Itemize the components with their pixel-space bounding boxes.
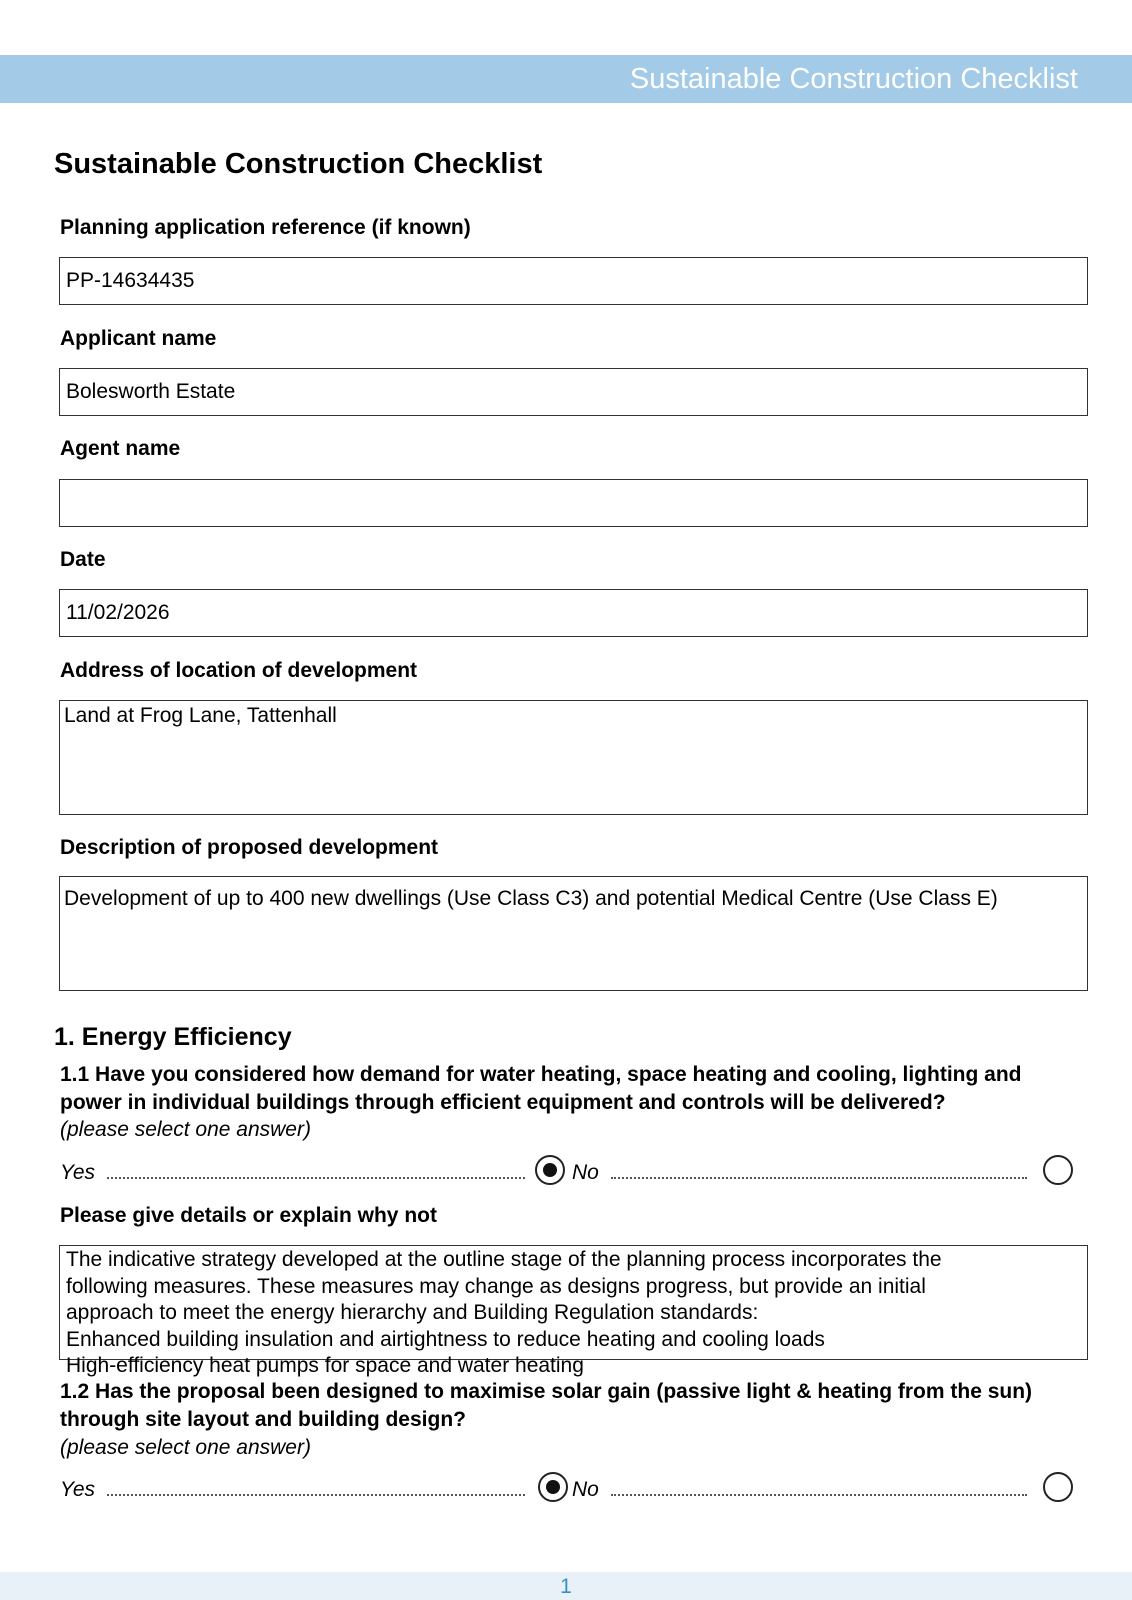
address-field[interactable]: Land at Frog Lane, Tattenhall (59, 700, 1088, 815)
q1-2-yes-radio[interactable] (538, 1472, 568, 1502)
q1-1-no-radio[interactable] (1043, 1155, 1073, 1185)
question-1-1-hint: (please select one answer) (60, 1118, 311, 1141)
details-line: The indicative strategy developed at the outline stage of the planning process incorporates the (66, 1248, 942, 1271)
q1-1-yes-label: Yes (60, 1161, 96, 1184)
agent-name-field[interactable] (59, 479, 1088, 527)
question-1-2-answer-row (60, 1472, 1080, 1506)
details-line: Enhanced building insulation and airtightness to reduce heating and cooling loads (66, 1327, 825, 1351)
section-heading-energy-efficiency: 1. Energy Efficiency (54, 1023, 292, 1051)
question-1-2: 1.2 Has the proposal been designed to maximise solar gain (passive light & heating from the sun) through site layout and building design? (60, 1380, 1033, 1431)
question-1-1-answer-row (60, 1155, 1080, 1189)
q1-1-details-field[interactable] (59, 1245, 1088, 1377)
description-field[interactable]: Development of up to 400 new dwellings (Use Class C3) and potential Medical Centre (Use Class E) (59, 876, 1088, 991)
q1-1-details-label: Please give details or explain why not (60, 1204, 437, 1227)
q1-1-no-label: No (572, 1161, 599, 1184)
question-1-1: 1.1 Have you considered how demand for water heating, space heating and cooling, lighting and power in individual buildings through efficient equipment and controls will be delivered? (60, 1063, 1022, 1114)
question-1-2-hint: (please select one answer) (60, 1436, 311, 1459)
date-field[interactable]: 11/02/2026 (59, 589, 1088, 637)
agent-name-label: Agent name (60, 437, 181, 460)
address-label: Address of location of development (60, 659, 418, 682)
details-line: High-efficiency heat pumps for space and water heating (66, 1354, 584, 1377)
q1-2-no-label: No (572, 1478, 599, 1501)
header-banner-title: Sustainable Construction Checklist (629, 63, 1078, 95)
page-number: 1 (560, 1575, 572, 1598)
q1-1-yes-radio[interactable] (535, 1155, 565, 1185)
description-label: Description of proposed development (60, 836, 439, 859)
applicant-name-field[interactable]: Bolesworth Estate (59, 368, 1088, 416)
applicant-name-label: Applicant name (60, 327, 217, 350)
q1-2-no-leader-dots (611, 1494, 1027, 1496)
planning-ref-field[interactable]: PP-14634435 (59, 257, 1088, 305)
details-line: following measures. These measures may change as designs progress, but provide an initial (66, 1274, 926, 1298)
q1-2-yes-leader-dots (107, 1494, 525, 1496)
q1-2-no-radio[interactable] (1043, 1472, 1073, 1502)
q1-1-yes-leader-dots (107, 1177, 525, 1179)
details-line: approach to meet the energy hierarchy and Building Regulation standards: (66, 1301, 759, 1324)
q1-1-no-leader-dots (611, 1177, 1027, 1179)
header-band (0, 55, 1132, 103)
date-label: Date (60, 548, 106, 571)
planning-ref-label: Planning application reference (if known) (60, 216, 471, 239)
q1-2-yes-label: Yes (60, 1478, 96, 1501)
document-title: Sustainable Construction Checklist (54, 148, 543, 180)
